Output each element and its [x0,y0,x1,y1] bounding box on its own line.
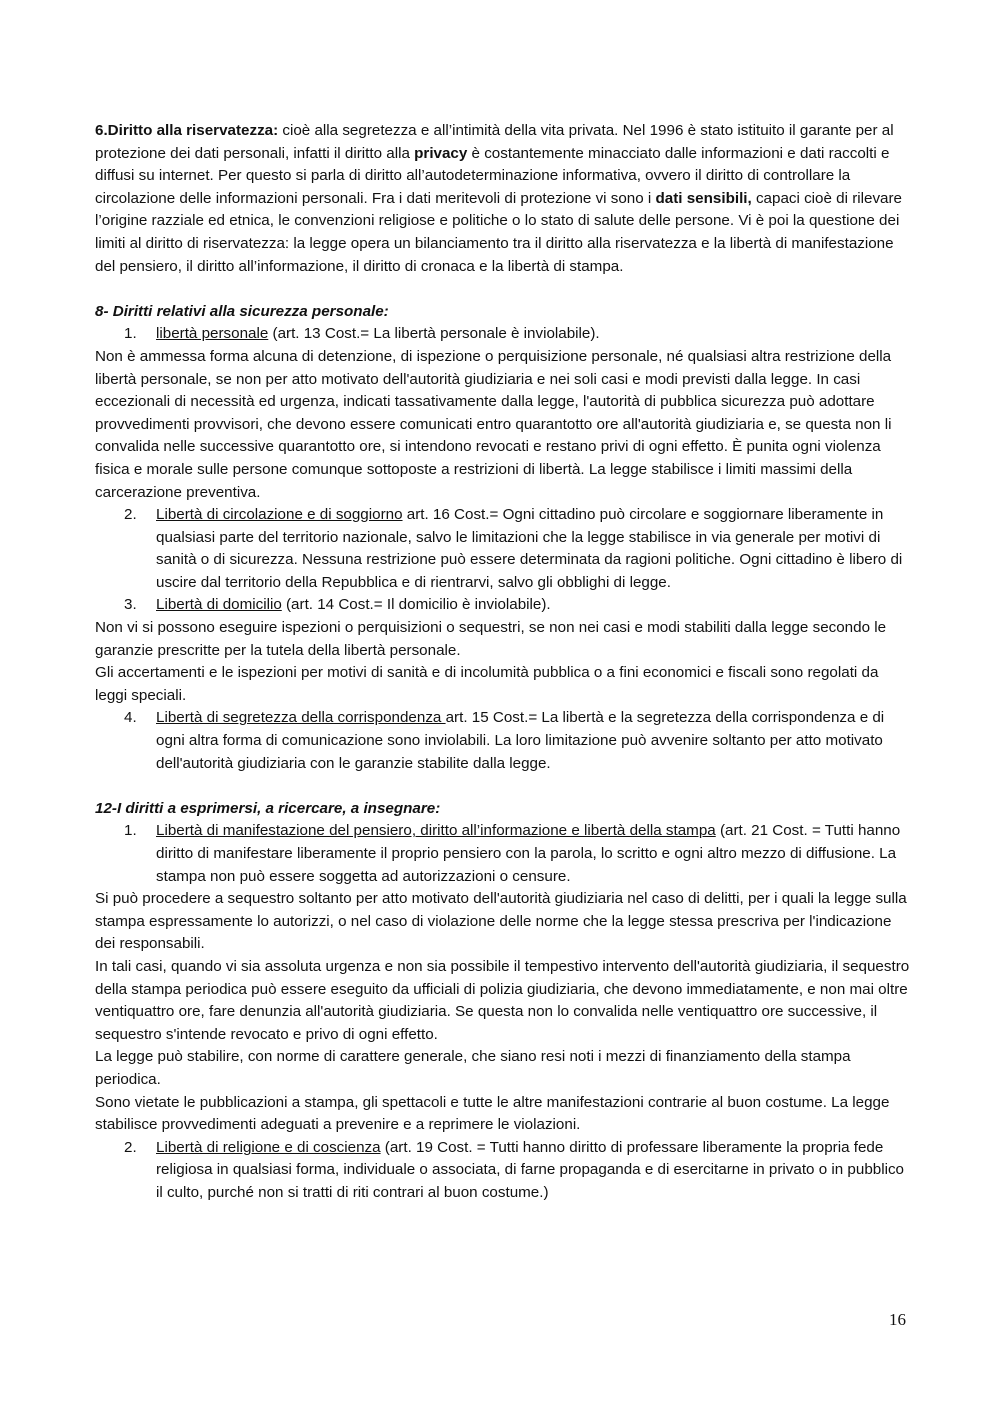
item-text: art. 15 Cost.= La libertà e la segretezza della corrispondenza e di ogni altra forma di comunicazione sono inviolabili. La loro limitazione può avvenire soltanto per atto motivato dell'autorità giudiziaria con le garanzie stabilite dalla legge. [156,709,885,772]
item-text: (art. 13 Cost.= La libertà personale è inviolabile). [268,325,600,343]
body-paragraph: Gli accertamenti e le ispezioni per motivi di sanità e di incolumità pubblica o a fini economici e fiscali sono regolati da leggi speciali. [95,664,879,704]
item-text: (art. 14 Cost.= Il domicilio è inviolabile). [281,596,551,614]
item-heading: libertà personale [156,325,269,343]
privacy-text-2: è costantemente minacciato dalle informazioni e dati raccolti e diffusi su internet. Per questo si parla di diritto all’autodeterminazione informativa, ovvero il diritto di controllare la circolazione delle informazioni personali. Fra i dati meritevoli di protezione vi sono i [95,144,890,207]
item-text: art. 16 Cost.= Ogni cittadino può circolare e soggiornare liberamente in qualsiasi parte del territorio nazionale, salvo le limitazioni che la legge stabilisce in via generale per motivi di sanità o di sicurezza. Nessuna restrizione può essere determinata da ragioni politiche. Ogni cittadino è libero di uscire dal territorio della Repubblica e di rientrarvi, salvo gli obblighi di legge. [156,506,903,591]
item-text: (art. 21 Cost. = Tutti hanno diritto di manifestare liberamente il proprio pensiero con la parola, lo scritto e ogni altro mezzo di diffusione. La stampa non può essere soggetta ad autorizzazioni o censure. [156,822,901,885]
section-8-title: 8- Diritti relativi alla sicurezza personale: [95,302,389,320]
privacy-term: privacy [414,144,468,162]
body-paragraph: Non vi si possono eseguire ispezioni o perquisizioni o sequestri, se non nei casi e modi stabiliti dalla legge secondo le garanzie prescritte per la tutela della libertà personale. [95,619,887,659]
list-item [95,820,910,888]
section-12-title: 12-I diritti a esprimersi, a ricercare, a insegnare: [95,799,441,817]
page-number: 16 [889,1310,906,1329]
list-item [95,504,910,594]
item-heading: Libertà di circolazione e di soggiorno [156,506,403,524]
body-paragraph: Non è ammessa forma alcuna di detenzione, di ispezione o perquisizione personale, né qualsiasi altra restrizione della libertà personale, se non per atto motivato dell'autorità giudiziaria e nei soli casi e modi previsti dalla legge. In casi eccezionali di necessità ed urgenza, indicati tassativamente dalla legge, l'autorità di pubblica sicurezza può adottare provvedimenti provvisori, che devono essere comunicati entro quarantotto ore all'autorità giudiziaria e, se questa non li convalida nelle successive quarantotto ore, si intendono revocati e restano privi di ogni effetto. È punita ogni violenza fisica e morale sulle persone comunque sottoposte a restrizioni di libertà. La legge stabilisce i limiti massimi della carcerazione preventiva. [95,347,892,501]
item-heading: Libertà di segretezza della corrispondenza [156,709,446,727]
privacy-heading: 6.Diritto alla riservatezza: [95,122,279,139]
privacy-paragraph [95,120,910,278]
list-number: 2. [124,1138,137,1156]
body-paragraph: Sono vietate le pubblicazioni a stampa, gli spettacoli e tutte le altre manifestazioni contrarie al buon costume. La legge stabilisce provvedimenti adeguati a prevenire e a reprimere le violazioni. [95,1093,890,1134]
spacer [95,775,910,798]
list-item [95,1137,910,1205]
list-number: 3. [124,596,137,614]
spacer [95,278,910,301]
item-text: (art. 19 Cost. = Tutti hanno diritto di professare liberamente la propria fede religiosa in qualsiasi forma, individuale o associata, di farne propaganda e di esercitarne in privato o in pubblico il culto, purché non si tratti di riti contrari al buon costume.) [156,1138,905,1201]
item-heading: Libertà di manifestazione del pensiero, diritto all’informazione e libertà della stampa [156,822,716,840]
body-paragraph: Si può procedere a sequestro soltanto per atto motivato dell'autorità giudiziaria nel caso di delitti, per i quali la legge sulla stampa espressamente lo autorizzi, o nel caso di violazione delle norme che la legge stessa prescriva per l'indicazione dei responsabili. [95,890,907,953]
list-number: 1. [124,822,137,840]
body-paragraph: In tali casi, quando vi sia assoluta urgenza e non sia possibile il tempestivo intervento dell'autorità giudiziaria, il sequestro della stampa periodica può essere eseguito da ufficiali di polizia giudiziaria, che devono immediatamente, e non mai oltre ventiquattro ore, fare denunzia all'autorità giudiziaria. Se questa non lo convalida nelle ventiquattro ore successive, il sequestro s'intende revocato e privo di ogni effetto. [95,957,910,1043]
list-item [95,707,910,775]
privacy-text-1: cioè alla segretezza e all’intimità della vita privata. Nel 1996 è stato istituito il garante per al protezione dei dati personali, infatti il diritto alla [95,122,894,162]
sensitive-data-term: dati sensibili, [655,189,752,207]
list-number: 4. [124,709,137,727]
list-item [95,594,910,617]
body-paragraph: La legge può stabilire, con norme di carattere generale, che siano resi noti i mezzi di finanziamento della stampa periodica. [95,1048,851,1088]
list-number: 2. [124,506,137,524]
list-item [95,323,910,346]
document-page [95,120,910,1205]
item-heading: Libertà di religione e di coscienza [156,1138,381,1156]
item-heading: Libertà di domicilio [156,596,282,614]
list-number: 1. [124,325,137,343]
privacy-text-3: capaci cioè di rilevare l’origine razziale ed etnica, le convenzioni religiose e politiche o lo stato di salute delle persone. Vi è poi la questione dei limiti al diritto di riservatezza: la legge opera un bilanciamento tra il diritto alla riservatezza e la libertà di manifestazione del pensiero, il diritto all’informazione, il diritto di cronaca e la libertà di stampa. [95,189,902,275]
